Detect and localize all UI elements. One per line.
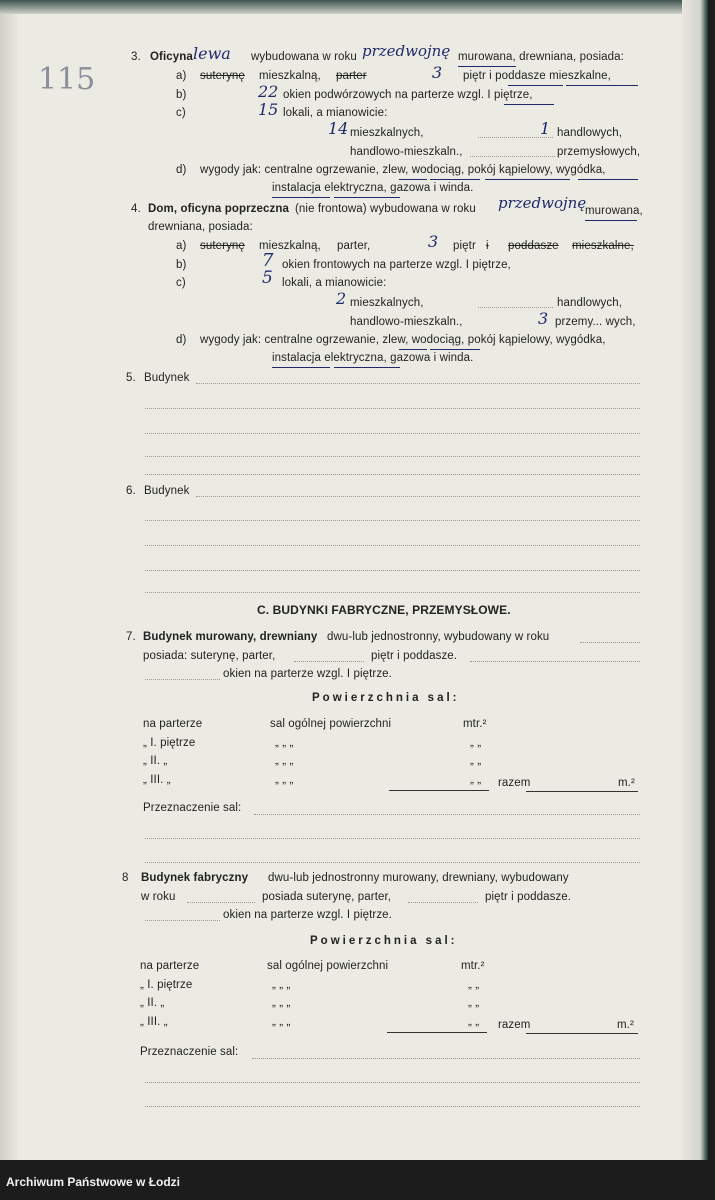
fill-line <box>196 383 640 384</box>
sec7-przezn: Przeznaczenie sal: <box>143 802 242 814</box>
sec3-c-hw: 15 <box>258 100 279 119</box>
sec4-a-mieszkalna: mieszkalną, <box>259 240 321 252</box>
fill-line <box>145 408 640 409</box>
archive-footer: Archiwum Państwowe w Łodzi <box>6 1175 181 1189</box>
fill-line <box>252 1058 640 1059</box>
sec3-c-przem: przemysłowych, <box>557 146 641 158</box>
fill-line <box>187 902 255 903</box>
underline <box>430 349 480 350</box>
sec8-pow-title: Powierzchnia sal: <box>310 935 458 947</box>
section-c-title: C. BUDYNKI FABRYCZNE, PRZEMYSŁOWE. <box>257 603 511 617</box>
page-right-edge <box>682 0 708 1160</box>
underline <box>458 66 516 67</box>
fill-line <box>145 862 640 863</box>
fill-line <box>145 679 220 680</box>
sec7-razem-unit: m.² <box>618 777 635 789</box>
sec3-b-label: b) <box>176 89 187 101</box>
sec4-a-mieszkalne: mieszkalne, <box>572 240 634 252</box>
sec8-wroku: w roku <box>141 891 176 903</box>
sec8-okien: okien na parterze wzgl. I piętrze. <box>223 909 392 921</box>
sec8-label: Budynek fabryczny <box>141 872 249 884</box>
sec4-materials: murowana, <box>585 205 643 217</box>
sec8-row0-label: na parterze <box>140 960 200 972</box>
sec4-hw-year: przedwojnę <box>498 194 587 212</box>
sec4-a-i: i <box>486 240 489 252</box>
underline <box>272 197 330 198</box>
fill-line <box>145 920 220 921</box>
underline <box>566 85 638 86</box>
fill-line <box>196 496 640 497</box>
sec4-c-mieszkalnych: mieszkalnych, <box>350 297 424 309</box>
sec7-row2-sal: „ „ „ <box>275 755 294 767</box>
sec7-text1: dwu-lub jednostronny, wybudowany w roku <box>327 631 550 643</box>
page-fold-shadow <box>0 0 18 1160</box>
sec8-pietr: piętr i poddasze. <box>485 891 572 903</box>
sec8-row0-sal: sal ogólnej powierzchni <box>267 960 389 972</box>
sec3-hw-left: lewa <box>193 44 231 63</box>
sec4-c-text: lokali, a mianowicie: <box>282 277 387 289</box>
sec4-a-suteryne: suterynę <box>200 240 245 252</box>
sec8-row2-unit: „ „ <box>468 997 480 1009</box>
sec4-label2: (nie frontowa) wybudowana w roku <box>295 203 476 215</box>
sec8-przezn: Przeznaczenie sal: <box>140 1046 239 1058</box>
fill-line <box>145 838 640 839</box>
underline <box>508 85 563 86</box>
sec7-row0-unit: mtr.² <box>463 718 487 730</box>
underline <box>399 349 427 350</box>
underline <box>430 179 480 180</box>
sec5-label: Budynek <box>144 372 190 384</box>
fill-line <box>145 570 640 571</box>
page-top-edge <box>0 0 708 14</box>
sec3-a-label: a) <box>176 70 187 82</box>
fill-line <box>145 456 640 457</box>
sec6-label: Budynek <box>144 485 190 497</box>
sec7-row2-label: „ II. „ <box>143 755 168 767</box>
sec8-razem-unit: m.² <box>617 1019 634 1031</box>
sec8-number: 8 <box>122 872 129 884</box>
fill-line <box>145 545 640 546</box>
sec4-b-text: okien frontowych na parterze wzgl. I piętrze, <box>282 259 511 271</box>
sec3-b-hw: 22 <box>258 82 279 101</box>
sec3-a-suteryne: suterynę <box>200 70 245 82</box>
sec7-okien: okien na parterze wzgl. I piętrze. <box>223 668 392 680</box>
sec7-row1-sal: „ „ „ <box>275 737 294 749</box>
underline <box>485 179 570 180</box>
sec8-row2-label: „ II. „ <box>140 997 165 1009</box>
sec8-row3-sal: „ „ „ <box>272 1016 291 1028</box>
sec3-label: Oficyna <box>150 51 193 63</box>
sec8-row1-unit: „ „ <box>468 979 480 991</box>
sec4-a-parter: parter, <box>337 240 371 252</box>
sec4-c-hw3: 3 <box>538 309 549 328</box>
handwritten-page-number: 115 <box>38 62 96 97</box>
fill-line <box>145 520 640 521</box>
sec7-row3-sal: „ „ „ <box>275 774 294 786</box>
sec3-a-floors: piętr i poddasze mieszkalne, <box>463 70 611 82</box>
sec3-b-text: okien podwórzowych na parterze wzgl. I piętrze, <box>283 89 533 101</box>
underline <box>272 367 330 368</box>
sec4-b-hw: 7 <box>262 250 274 271</box>
sec4-d-text: wygody jak: centralne ogrzewanie, zlew, wodociąg, pokój kąpielowy, wygódka, <box>200 334 606 346</box>
sec3-a-hw: 3 <box>432 63 443 82</box>
sec7-row2-unit: „ „ <box>470 755 482 767</box>
sec4-d-label: d) <box>176 334 187 346</box>
sec7-label: Budynek murowany, drewniany <box>143 631 318 643</box>
sec8-row3-unit: „ „ <box>468 1016 480 1028</box>
sec7-row1-unit: „ „ <box>470 737 482 749</box>
sec7-row1-label: „ I. piętrze <box>143 737 196 749</box>
sec4-c-handlowych: handlowych, <box>557 297 623 309</box>
sec3-c-handlowych: handlowych, <box>557 127 623 139</box>
sec3-c-hw3: 1 <box>540 119 551 138</box>
sec3-d-text: wygody jak: centralne ogrzewanie, zlew, wodociąg, pokój kąpielowy, wygódka, <box>200 164 606 176</box>
sec3-a-parter: parter <box>336 70 367 82</box>
sec3-c-hw2: 14 <box>328 119 349 138</box>
sec4-a-poddasze: poddasze <box>508 240 559 252</box>
sec4-number: 4. <box>131 203 141 215</box>
sec4-a-pietr: piętr <box>453 240 476 252</box>
sec4-c-przem: przemy... wych, <box>555 316 636 328</box>
sum-line <box>526 1033 638 1034</box>
sec6-number: 6. <box>126 485 136 497</box>
sec3-d-label: d) <box>176 164 187 176</box>
fill-line <box>145 474 640 475</box>
fill-line <box>478 307 553 308</box>
sec5-number: 5. <box>126 372 136 384</box>
underline <box>585 220 637 221</box>
sec7-razem: razem <box>498 777 531 789</box>
sec7-row3-unit: „ „ <box>470 774 482 786</box>
sec4-d-text2: instalacja elektryczna, gazowa i winda. <box>272 352 474 364</box>
sec3-number: 3. <box>131 51 141 63</box>
fill-line <box>145 1106 640 1107</box>
sec4-c-label: c) <box>176 277 186 289</box>
underline <box>399 179 427 180</box>
sec4-a-label: a) <box>176 240 187 252</box>
underline <box>334 197 400 198</box>
sec8-row1-label: „ I. piętrze <box>140 979 193 991</box>
sec4-line2: drewniana, posiada: <box>148 221 253 233</box>
underline <box>578 179 638 180</box>
fill-line <box>408 902 478 903</box>
sec4-label: Dom, oficyna poprzeczna <box>148 203 289 215</box>
sec4-c-hw: 5 <box>262 268 273 288</box>
sec4-b-label: b) <box>176 259 187 271</box>
sec8-posiada: posiada suterynę, parter, <box>262 891 392 903</box>
sec7-pietr: piętr i poddasze. <box>371 650 458 662</box>
sec4-c-hw2: 2 <box>336 289 347 308</box>
sec7-row0-label: na parterze <box>143 718 203 730</box>
sec3-c-label: c) <box>176 107 186 119</box>
fill-line <box>145 592 640 593</box>
sec3-c-text: lokali, a mianowicie: <box>283 107 388 119</box>
fill-line <box>580 642 640 643</box>
sum-line <box>389 790 489 791</box>
sec8-row3-label: „ III. „ <box>140 1016 168 1028</box>
sec7-pow-title: Powierzchnia sal: <box>312 692 460 704</box>
sec7-row3-label: „ III. „ <box>143 774 171 786</box>
sec4-a-hw: 3 <box>428 232 439 251</box>
sec4-c-hm: handlowo-mieszkaln., <box>350 316 463 328</box>
sec3-a-mieszkalna: mieszkalną, <box>259 70 321 82</box>
sec8-row2-sal: „ „ „ <box>272 997 291 1009</box>
sec7-number: 7. <box>126 631 136 643</box>
underline <box>334 367 400 368</box>
sum-line <box>387 1032 487 1033</box>
fill-line <box>145 1082 640 1083</box>
sec7-posiada: posiada: suterynę, parter, <box>143 650 276 662</box>
sec3-built: wybudowana w roku <box>251 51 357 63</box>
fill-line <box>145 433 640 434</box>
sec7-row0-sal: sal ogólnej powierzchni <box>270 718 392 730</box>
fill-line <box>470 156 555 157</box>
sec8-razem: razem <box>498 1019 531 1031</box>
fill-line <box>294 661 364 662</box>
sum-line <box>526 791 638 792</box>
underline <box>504 104 554 105</box>
sec8-text1: dwu-lub jednostronny murowany, drewniany, wybudowany <box>268 872 569 884</box>
sec3-c-mieszkalnych: mieszkalnych, <box>350 127 424 139</box>
sec8-row1-sal: „ „ „ <box>272 979 291 991</box>
sec8-row0-unit: mtr.² <box>461 960 485 972</box>
sec3-materials: murowana, drewniana, posiada: <box>458 51 624 63</box>
sec3-d-text2: instalacja elektryczna, gazowa i winda. <box>272 182 474 194</box>
sec3-c-hm: handlowo-mieszkaln., <box>350 146 463 158</box>
fill-line <box>470 661 640 662</box>
sec3-hw-year: przedwojnę <box>362 42 451 60</box>
fill-line <box>254 814 640 815</box>
